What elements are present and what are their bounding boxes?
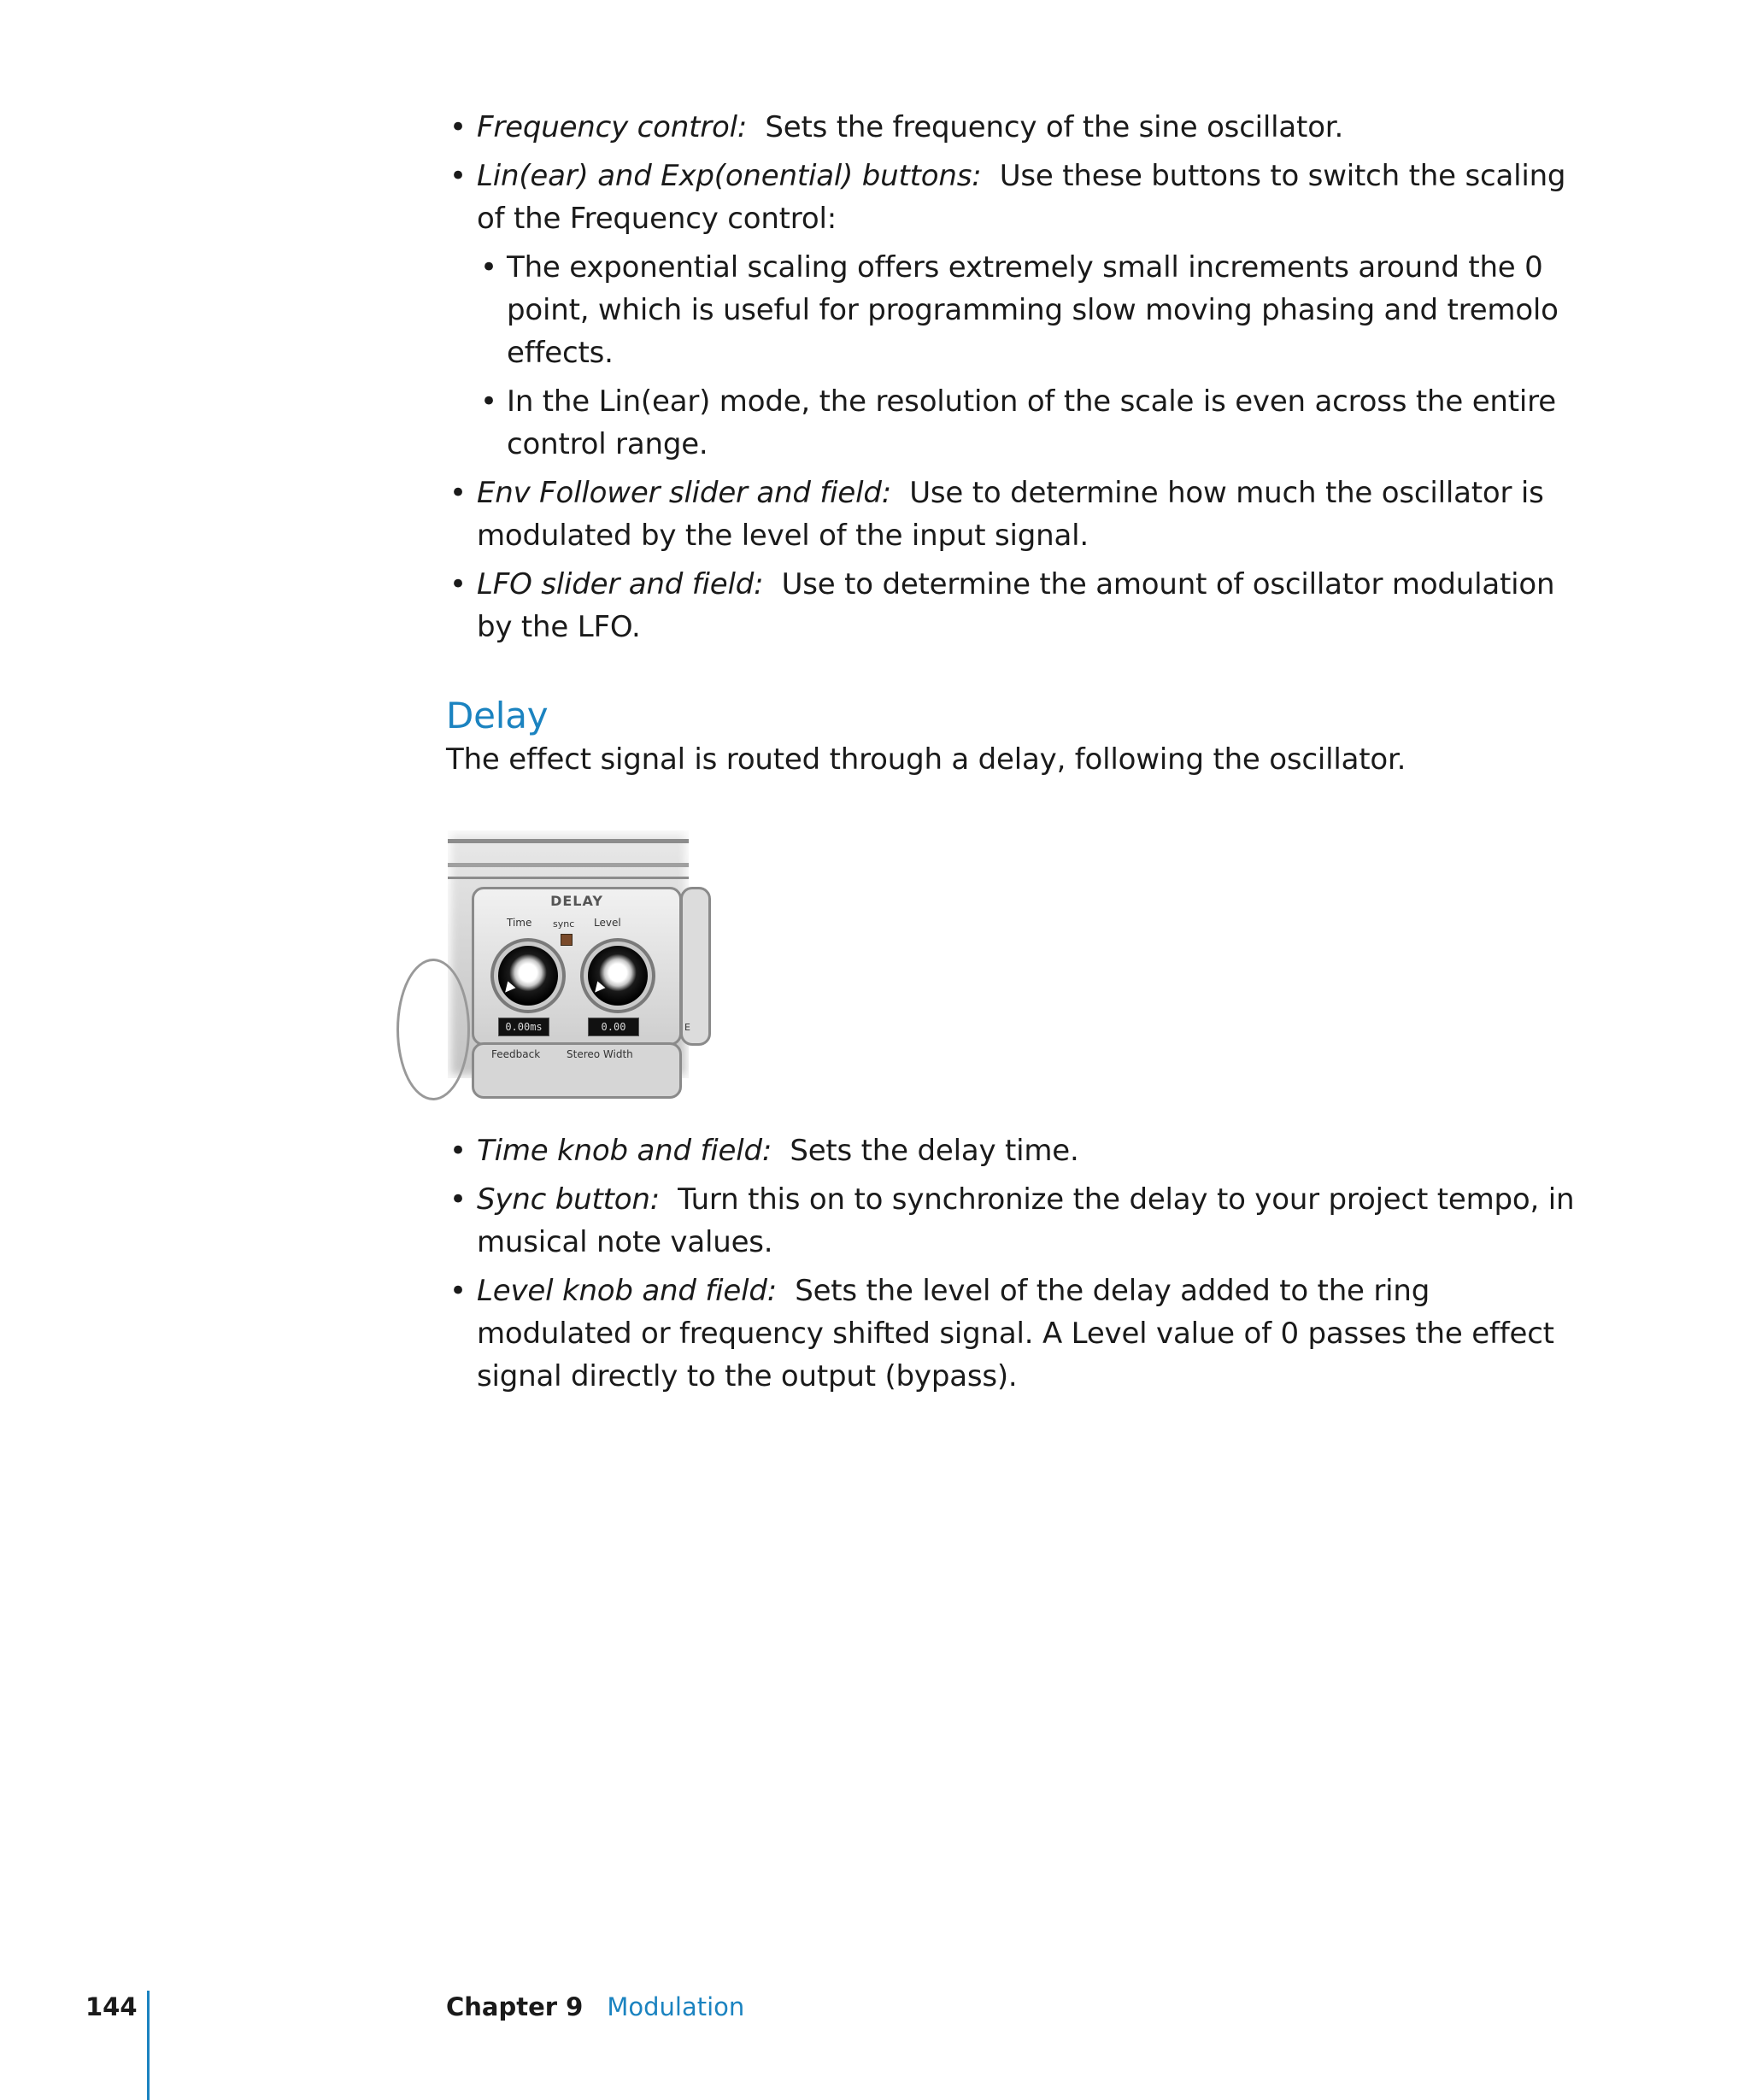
bullet-text: Use these buttons to switch the scaling of the Frequency control: xyxy=(477,159,1566,236)
list-item xyxy=(446,1270,1591,1398)
panel-stripe xyxy=(448,839,689,843)
lower-section-frame xyxy=(472,1042,682,1099)
section-intro: The effect signal is routed through a delay, following the oscillator. xyxy=(446,742,1406,777)
list-item xyxy=(446,1178,1591,1264)
section-title: Delay xyxy=(446,695,549,736)
level-label: Level xyxy=(594,917,621,929)
bullet-text: Use to determine how much the oscillator is modulated by the level of the input signal. xyxy=(477,476,1544,553)
sub-bullet-list xyxy=(477,246,1591,466)
bullet-lead: Lin(ear) and Exp(onential) buttons: xyxy=(477,159,982,193)
time-field[interactable]: 0.00ms xyxy=(498,1018,549,1036)
sync-button[interactable] xyxy=(561,934,573,946)
footer-rule xyxy=(147,1991,150,2100)
level-field[interactable]: 0.00 xyxy=(588,1018,639,1036)
level-knob[interactable] xyxy=(588,946,648,1006)
sub-list-item: • The exponential scaling offers extremely small increments around the 0 point, which is useful for programming slow moving phasing and tremolo effects. xyxy=(477,246,1591,374)
bullet-list-bottom xyxy=(446,1129,1591,1398)
bullet-text: Use to determine the amount of oscillator modulation by the LFO. xyxy=(477,567,1555,644)
delay-panel-title: DELAY xyxy=(550,893,603,909)
adjacent-section-frame xyxy=(680,887,711,1046)
list-item xyxy=(446,563,1591,648)
list-item xyxy=(446,106,1591,149)
time-knob-pointer xyxy=(502,982,516,996)
feedback-label: Feedback xyxy=(491,1048,541,1060)
sync-label: sync xyxy=(553,918,575,930)
sub-list-item: • In the Lin(ear) mode, the resolution of the scale is even across the entire control range. xyxy=(477,380,1591,466)
time-label: Time xyxy=(507,917,532,929)
edge-letter: E xyxy=(684,1022,690,1033)
delay-section-frame xyxy=(472,887,682,1046)
list-item xyxy=(446,472,1591,557)
bullet-lead: Frequency control: xyxy=(477,110,748,144)
bullet-lead: Env Follower slider and field: xyxy=(477,476,892,510)
bullet-list-top xyxy=(446,106,1591,648)
chapter-title: Modulation xyxy=(607,1992,745,2021)
page-content xyxy=(446,106,1591,1404)
chapter-label: Chapter 9 xyxy=(446,1992,584,2021)
bullet-text: Turn this on to synchronize the delay to your project tempo, in musical note values. xyxy=(477,1182,1575,1259)
time-knob[interactable] xyxy=(498,946,558,1006)
bullet-lead: LFO slider and field: xyxy=(477,567,764,601)
bullet-text: Sets the delay time. xyxy=(790,1134,1079,1168)
level-knob-pointer xyxy=(591,982,606,996)
list-item xyxy=(446,155,1591,466)
bullet-lead: Sync button: xyxy=(477,1182,660,1217)
panel-stripe xyxy=(448,863,689,867)
bullet-text: Sets the level of the delay added to the ring modulated or frequency shifted signal. A Level value of 0 passes the effect signal directly to the output (bypass). xyxy=(477,1274,1554,1393)
panel-arc xyxy=(396,959,470,1100)
list-item xyxy=(446,1129,1591,1172)
delay-panel-image xyxy=(448,830,689,1078)
bullet-lead: Level knob and field: xyxy=(477,1274,777,1308)
bullet-text: Sets the frequency of the sine oscillator. xyxy=(765,110,1344,144)
panel-stripe xyxy=(448,877,689,879)
bullet-lead: Time knob and field: xyxy=(477,1134,772,1168)
stereo-width-label: Stereo Width xyxy=(567,1048,633,1060)
footer-chapter xyxy=(446,1992,744,2021)
page-number: 144 xyxy=(85,1992,138,2021)
